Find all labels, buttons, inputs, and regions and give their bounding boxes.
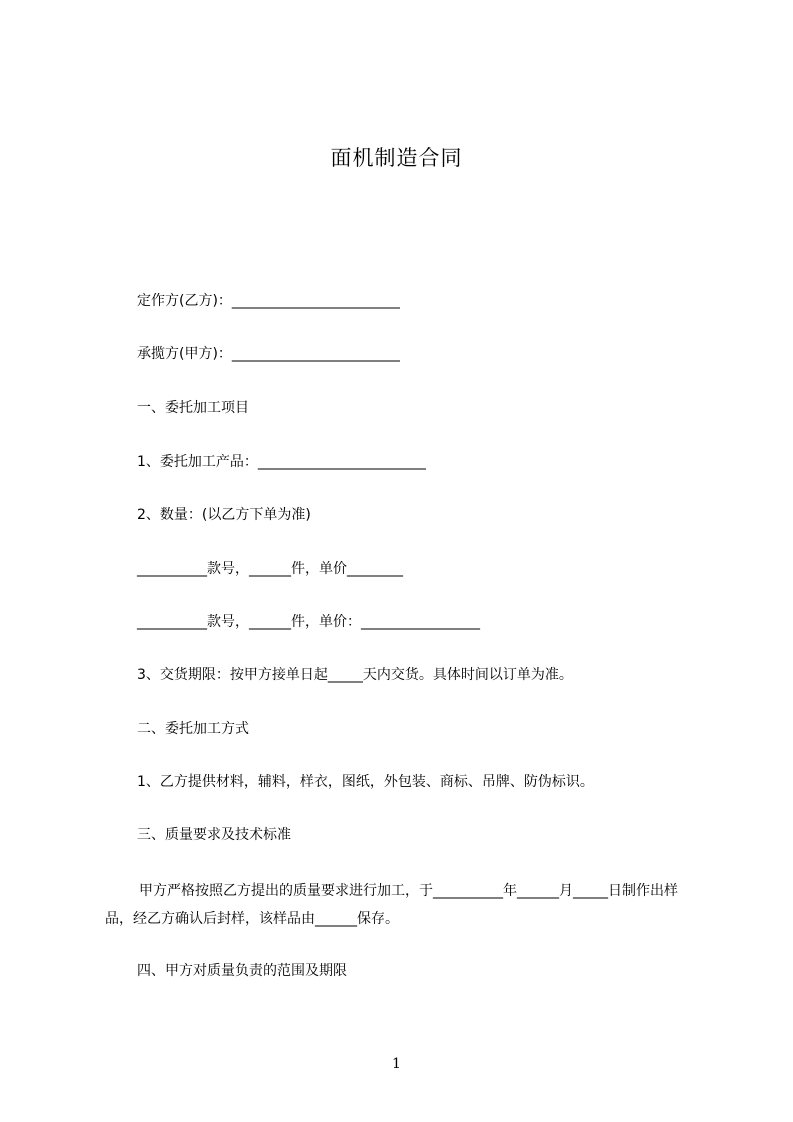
section-heading-2: 二、委托加工方式 [137, 721, 249, 737]
style-price-line-2: __________款号，______件，单价：_________________ [137, 614, 480, 630]
delivery-line: 3、交货期限：按甲方接单日起_____天内交货。具体时间以订单为准。 [137, 667, 573, 683]
page-number: 1 [392, 1056, 401, 1072]
section-heading-3: 三、质量要求及技术标准 [137, 827, 291, 843]
section-heading-1: 一、委托加工项目 [137, 400, 249, 416]
style-price-line-1: __________款号，______件，单价________ [137, 561, 403, 577]
product-line: 1、委托加工产品：________________________ [137, 454, 426, 470]
section-heading-4: 四、甲方对质量负责的范围及期限 [137, 963, 347, 979]
document-title: 面机制造合同 [330, 146, 463, 170]
materials-line: 1、乙方提供材料，辅料，样衣，图纸，外包装、商标、吊牌、防伪标识。 [137, 774, 594, 790]
party-b-line: 定作方(乙方)：________________________ [137, 293, 400, 309]
quantity-line: 2、数量：(以乙方下单为准) [137, 507, 311, 523]
party-a-line: 承揽方(甲方)：________________________ [137, 346, 400, 362]
quality-paragraph: 甲方严格按照乙方提出的质量要求进行加工，于__________年______月_____日制作出样品，经乙方确认后封样，该样品由______保存。 [105, 883, 678, 927]
